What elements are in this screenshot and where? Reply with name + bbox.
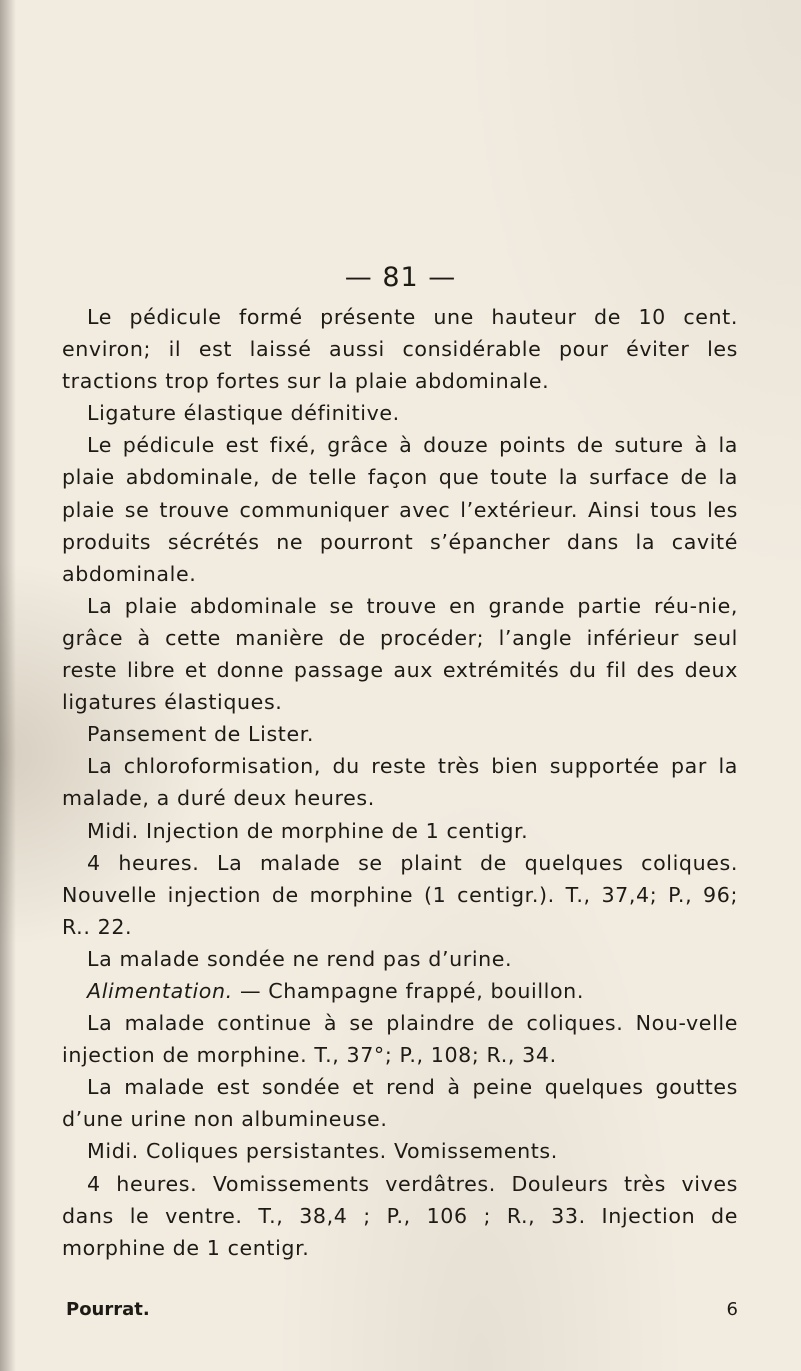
alimentation-text: — Champagne frappé, bouillon. [232, 978, 584, 1003]
paragraph-catheter: La malade est sondée et rend à peine quelques gouttes d’une urine non albumineuse. [62, 1075, 738, 1132]
body-text [62, 301, 738, 1264]
paragraph-alimentation [62, 975, 738, 1007]
page-edge-shadow [0, 0, 16, 1371]
paragraph-ligature: Ligature élastique définitive. [87, 401, 400, 426]
paragraph-dressing: Pansement de Lister. [87, 722, 315, 747]
paragraph-noon-injection: Midi. Injection de morphine de 1 centigr. [87, 818, 529, 843]
alimentation-heading: Alimentation. [87, 978, 233, 1003]
page-number: — 81 — [344, 262, 457, 293]
paragraph-no-urine: La malade sondée ne rend pas d’urine. [87, 946, 513, 971]
paragraph-pedicule-height: Le pédicule formé présente une hauteur de 10 cent. environ; il est laissé aussi considérable pour éviter les tractions trop fortes sur la plaie abdominale. [62, 305, 738, 394]
footer-signature-mark: 6 [726, 1299, 738, 1320]
paragraph-continued-colic: La malade continue à se plaindre de coliques. Nou-velle injection de morphine. T., 37°; P., 108; R., 34. [62, 1011, 738, 1068]
paragraph-chloroform: La chloroformisation, du reste très bien supportée par la malade, a duré deux heures. [62, 754, 738, 811]
paragraph-four-hours-colic: 4 heures. La malade se plaint de quelques coliques. Nouvelle injection de morphine (1 centigr.). T., 37,4; P., 96; R.. 22. [62, 850, 738, 939]
paragraph-pedicule-fixation: Le pédicule est fixé, grâce à douze points de suture à la plaie abdominale, de telle façon que toute la surface de la plaie se trouve communiquer avec l’extérieur. Ainsi tous les produits sécrétés ne pourront s’épancher dans la cavité abdominale. [62, 433, 738, 586]
footer-author: Pourrat. [66, 1299, 150, 1320]
paragraph-four-hours-vomiting: 4 heures. Vomissements verdâtres. Douleurs très vives dans le ventre. T., 38,4 ; P., 106 ; R., 33. Injection de morphine de 1 centigr. [62, 1171, 738, 1260]
paragraph-noon-vomiting: Midi. Coliques persistantes. Vomissements. [87, 1139, 558, 1164]
paragraph-wound-closure: La plaie abdominale se trouve en grande partie réu-nie, grâce à cette manière de procéder; l’angle inférieur seul reste libre et donne passage aux extrémités du fil des deux ligatures élastiques. [62, 593, 738, 715]
